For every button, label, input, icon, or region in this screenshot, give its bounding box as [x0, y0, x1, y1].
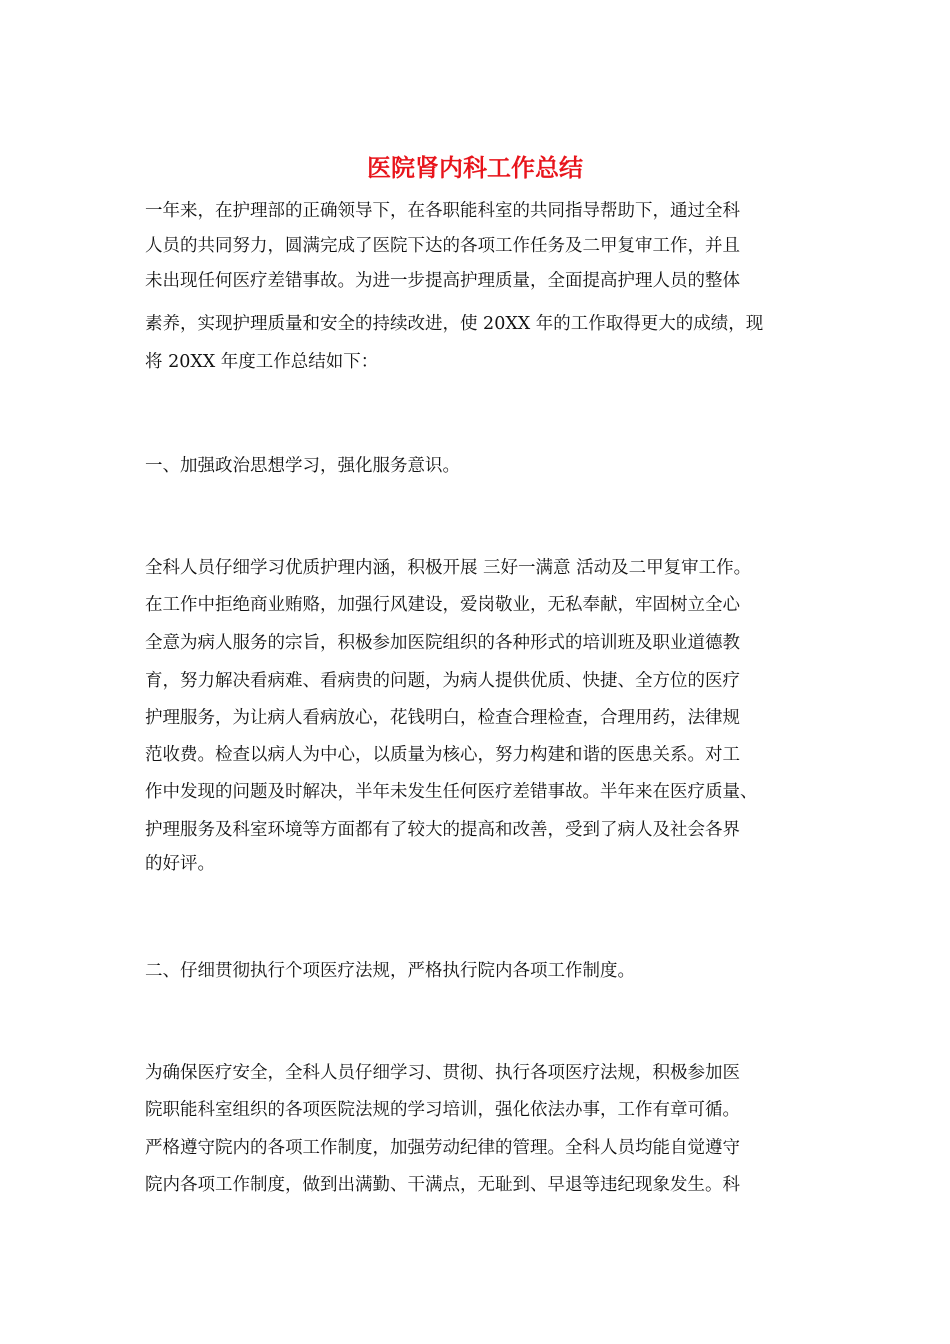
paragraph-line: 严格遵守院内的各项工作制度，加强劳动纪律的管理。全科人员均能自觉遵守 — [145, 1138, 740, 1158]
paragraph-line: 的好评。 — [145, 854, 215, 874]
paragraph-line: 为确保医疗安全，全科人员仔细学习、贯彻、执行各项医疗法规，积极参加医 — [145, 1063, 740, 1083]
paragraph-line: 院职能科室组织的各项医院法规的学习培训，强化依法办事，工作有章可循。 — [145, 1100, 740, 1120]
section-heading: 二、仔细贯彻执行个项医疗法规，严格执行院内各项工作制度。 — [145, 961, 635, 981]
section-heading: 一、加强政治思想学习，强化服务意识。 — [145, 456, 460, 476]
paragraph-line: 护理服务，为让病人看病放心，花钱明白，检查合理检查，合理用药，法律规 — [145, 708, 740, 728]
paragraph-line: 将 20XX 年度工作总结如下： — [145, 352, 379, 372]
paragraph-line: 院内各项工作制度，做到出满勤、干满点，无耻到、早退等违纪现象发生。科 — [145, 1175, 740, 1195]
paragraph-line: 护理服务及科室环境等方面都有了较大的提高和改善，受到了病人及社会各界 — [145, 820, 740, 840]
paragraph-line: 全科人员仔细学习优质护理内涵，积极开展 三好一满意 活动及二甲复审工作。 — [145, 558, 752, 578]
paragraph-line: 人员的共同努力，圆满完成了医院下达的各项工作任务及二甲复审工作，并且 — [145, 236, 740, 256]
paragraph-line: 未出现任何医疗差错事故。为进一步提高护理质量，全面提高护理人员的整体 — [145, 271, 740, 291]
paragraph-line: 范收费。检查以病人为中心，以质量为核心，努力构建和谐的医患关系。对工 — [145, 745, 740, 765]
document-title: 医院肾内科工作总结 — [367, 153, 583, 182]
paragraph-line: 作中发现的问题及时解决，半年未发生任何医疗差错事故。半年来在医疗质量、 — [145, 782, 758, 802]
paragraph-line: 育，努力解决看病难、看病贵的问题，为病人提供优质、快捷、全方位的医疗 — [145, 671, 740, 691]
paragraph-line: 素养，实现护理质量和安全的持续改进，使 20XX 年的工作取得更大的成绩，现 — [145, 314, 764, 334]
paragraph-line: 一年来，在护理部的正确领导下，在各职能科室的共同指导帮助下，通过全科 — [145, 201, 740, 221]
paragraph-line: 全意为病人服务的宗旨，积极参加医院组织的各种形式的培训班及职业道德教 — [145, 633, 740, 653]
paragraph-line: 在工作中拒绝商业贿赂，加强行风建设，爱岗敬业，无私奉献，牢固树立全心 — [145, 595, 740, 615]
